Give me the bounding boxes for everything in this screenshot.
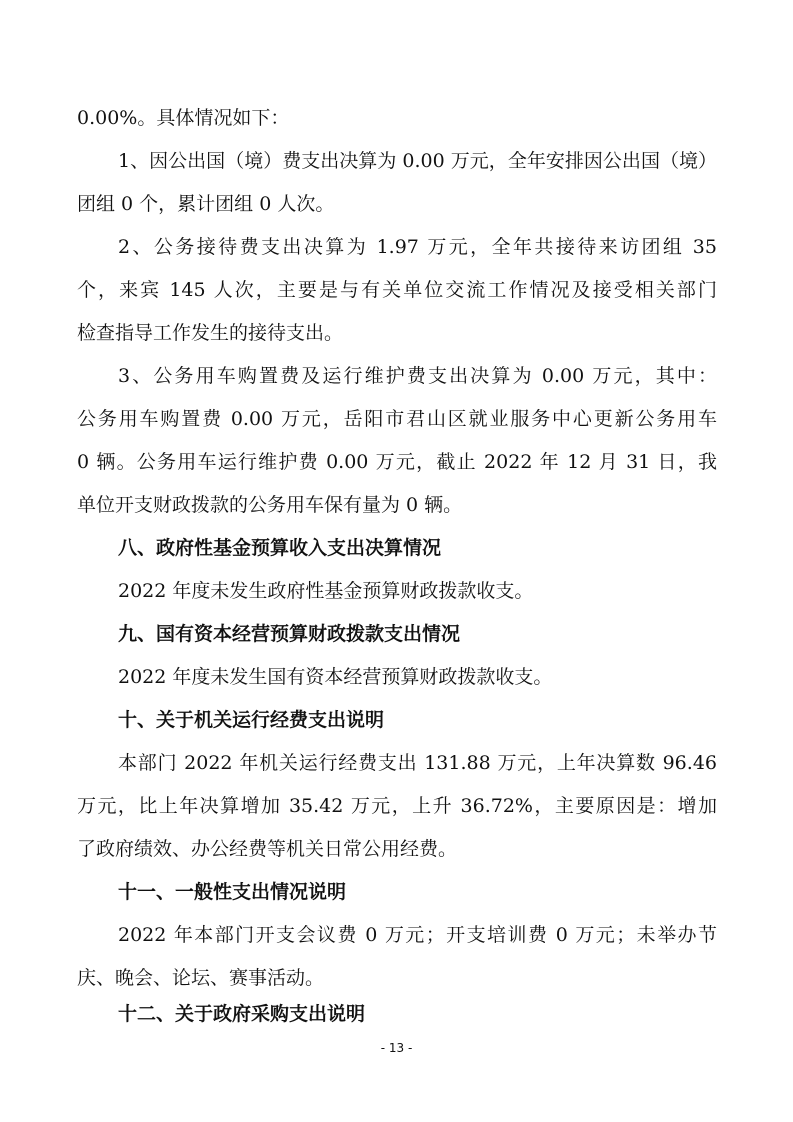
paragraph-line: 庆、晚会、论坛、赛事活动。	[77, 967, 325, 989]
paragraph-line: 检查指导工作发生的接待支出。	[77, 322, 344, 344]
paragraph-line: 3、公务用车购置费及运行维护费支出决算为 0.00 万元，其中：	[118, 365, 717, 387]
paragraph-line: 1、因公出国（境）费支出决算为 0.00 万元，全年安排因公出国（境）	[118, 150, 717, 172]
paragraph-line: 2022 年度未发生政府性基金预算财政拨款收支。	[118, 580, 534, 602]
paragraph-line: 了政府绩效、办公经费等机关日常公用经费。	[77, 838, 458, 860]
section-heading: 八、政府性基金预算收入支出决算情况	[118, 537, 442, 559]
paragraph-line: 万元，比上年决算增加 35.42 万元，上升 36.72%，主要原因是：增加	[77, 795, 717, 817]
paragraph-line: 0.00%。具体情况如下：	[77, 107, 290, 129]
paragraph-line: 0 辆。公务用车运行维护费 0.00 万元，截止 2022 年 12 月 31 日，我	[77, 451, 717, 473]
section-heading: 十、关于机关运行经费支出说明	[118, 709, 385, 731]
paragraph-line: 个，来宾 145 人次，主要是与有关单位交流工作情况及接受相关部门	[77, 279, 717, 301]
paragraph-line: 2、公务接待费支出决算为 1.97 万元，全年共接待来访团组 35	[118, 236, 717, 258]
paragraph-line: 公务用车购置费 0.00 万元，岳阳市君山区就业服务中心更新公务用车	[77, 408, 717, 430]
paragraph-line: 本部门 2022 年机关运行经费支出 131.88 万元，上年决算数 96.46	[118, 752, 717, 774]
page-number: - 13 -	[380, 1041, 413, 1055]
paragraph-line: 2022 年本部门开支会议费 0 万元；开支培训费 0 万元；未举办节	[118, 924, 717, 946]
paragraph-line: 团组 0 个，累计团组 0 人次。	[77, 193, 335, 215]
paragraph-line: 单位开支财政拨款的公务用车保有量为 0 辆。	[77, 494, 463, 516]
section-heading: 十二、关于政府采购支出说明	[118, 1003, 366, 1025]
section-heading: 十一、一般性支出情况说明	[118, 881, 347, 903]
paragraph-line: 2022 年度未发生国有资本经营预算财政拨款收支。	[118, 666, 553, 688]
section-heading: 九、国有资本经营预算财政拨款支出情况	[118, 623, 461, 645]
